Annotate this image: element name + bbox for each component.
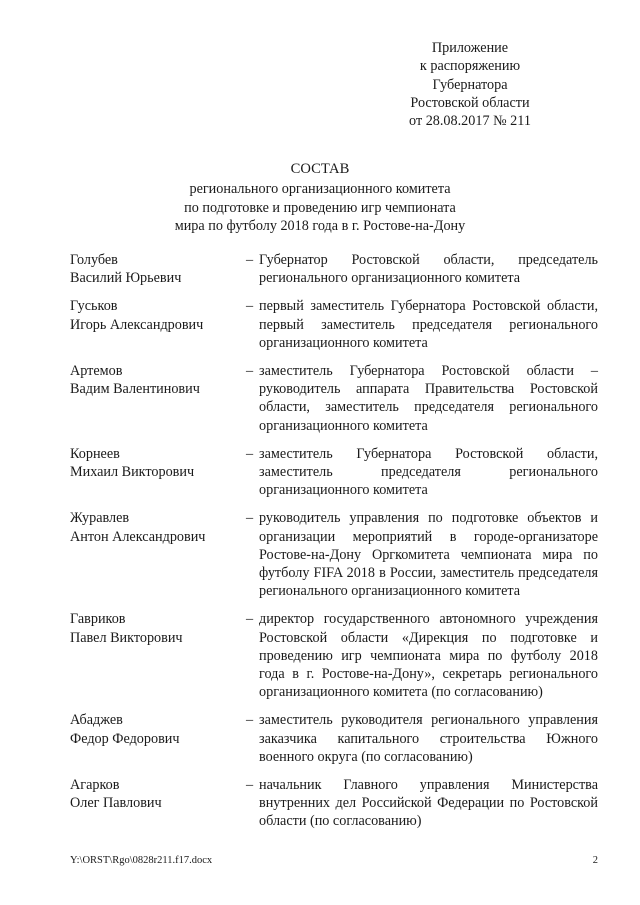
member-dash: – bbox=[246, 445, 254, 462]
member-name bbox=[70, 362, 246, 435]
appendix-line: Приложение bbox=[431, 40, 509, 56]
member-role: заместитель Губернатора Ростовской области, заместитель председателя регионального организационного комитета bbox=[259, 445, 598, 499]
member-dash: – bbox=[246, 777, 254, 794]
member-surname: Гуськов bbox=[70, 298, 118, 315]
member-row bbox=[70, 509, 598, 600]
member-row bbox=[70, 297, 598, 352]
member-given-name: Вадим Валентинович bbox=[70, 381, 200, 398]
member-dash: – bbox=[246, 712, 254, 729]
member-surname: Гавриков bbox=[70, 611, 126, 628]
title-line: по подготовке и проведению игр чемпионата bbox=[184, 199, 456, 216]
member-given-name: Василий Юрьевич bbox=[70, 270, 182, 287]
member-surname: Корнеев bbox=[70, 445, 120, 462]
member-role: руководитель управления по подготовке объектов и организации мероприятий в городе-организаторе Ростове-на-Дону Оргкомитета чемпионата мира по футболу FIFA 2018 в России, заместитель председателя регионального организационного комитета bbox=[259, 510, 598, 600]
member-dash: – bbox=[246, 611, 254, 628]
member-row bbox=[70, 776, 598, 831]
member-given-name: Олег Павлович bbox=[70, 795, 162, 812]
member-surname: Агарков bbox=[70, 777, 120, 794]
member-surname: Голубев bbox=[70, 252, 118, 268]
member-name bbox=[70, 297, 246, 352]
member-name bbox=[70, 251, 246, 287]
member-row bbox=[70, 445, 598, 500]
member-list bbox=[70, 251, 598, 841]
member-name bbox=[70, 509, 246, 600]
page-number: 2 bbox=[592, 855, 598, 866]
title-line: мира по футболу 2018 года в г. Ростове-на-Дону bbox=[174, 217, 466, 234]
member-surname: Артемов bbox=[70, 363, 123, 380]
member-role: Губернатор Ростовской области, председатель регионального организационного комитета bbox=[259, 252, 598, 287]
member-row bbox=[70, 610, 598, 701]
member-surname: Журавлев bbox=[70, 510, 130, 527]
member-role: начальник Главного управления Министерства внутренних дел Российской Федерации по Ростовской области (по согласованию) bbox=[259, 777, 598, 830]
member-name bbox=[70, 610, 246, 701]
member-given-name: Антон Александрович bbox=[70, 528, 206, 545]
member-role: первый заместитель Губернатора Ростовской области, первый заместитель председателя регионального организационного комитета bbox=[259, 298, 598, 351]
member-given-name: Игорь Александрович bbox=[70, 316, 204, 333]
member-role: заместитель руководителя регионального управления заказчика капитального строительства Южного военного округа (по согласованию) bbox=[259, 712, 598, 765]
appendix-line: Губернатора bbox=[432, 76, 508, 93]
title-heading: СОСТАВ bbox=[290, 161, 350, 177]
member-name bbox=[70, 445, 246, 500]
appendix-line: Ростовской области bbox=[410, 94, 530, 111]
member-row bbox=[70, 362, 598, 435]
member-name bbox=[70, 776, 246, 831]
member-row bbox=[70, 251, 598, 287]
member-dash: – bbox=[246, 363, 254, 380]
appendix-header bbox=[375, 39, 565, 130]
member-name bbox=[70, 711, 246, 766]
member-role: заместитель Губернатора Ростовской области – руководитель аппарата Правительства Ростовской области, заместитель председателя регионального организационного комитета bbox=[259, 363, 598, 434]
appendix-line: к распоряжению bbox=[419, 58, 521, 75]
member-surname: Абаджев bbox=[70, 712, 123, 729]
member-dash: – bbox=[246, 298, 254, 315]
appendix-line: от 28.08.2017 № 211 bbox=[409, 113, 531, 130]
document-title bbox=[0, 160, 640, 235]
member-given-name: Михаил Викторович bbox=[70, 464, 195, 481]
member-dash: – bbox=[246, 252, 254, 268]
page-footer bbox=[70, 855, 598, 867]
member-role: директор государственного автономного учреждения Ростовской области «Дирекция по подготовке и проведению игр чемпионата мира по футболу 2018 года в г. Ростове-на-Дону», секретарь регионального организационного комитета (по согласованию) bbox=[259, 611, 598, 701]
file-path: Y:\ORST\Rgo\0828r211.f17.docx bbox=[70, 855, 213, 866]
member-row bbox=[70, 711, 598, 766]
member-given-name: Федор Федорович bbox=[70, 730, 180, 747]
member-given-name: Павел Викторович bbox=[70, 629, 183, 646]
member-dash: – bbox=[246, 510, 254, 527]
title-line: регионального организационного комитета bbox=[189, 181, 451, 198]
